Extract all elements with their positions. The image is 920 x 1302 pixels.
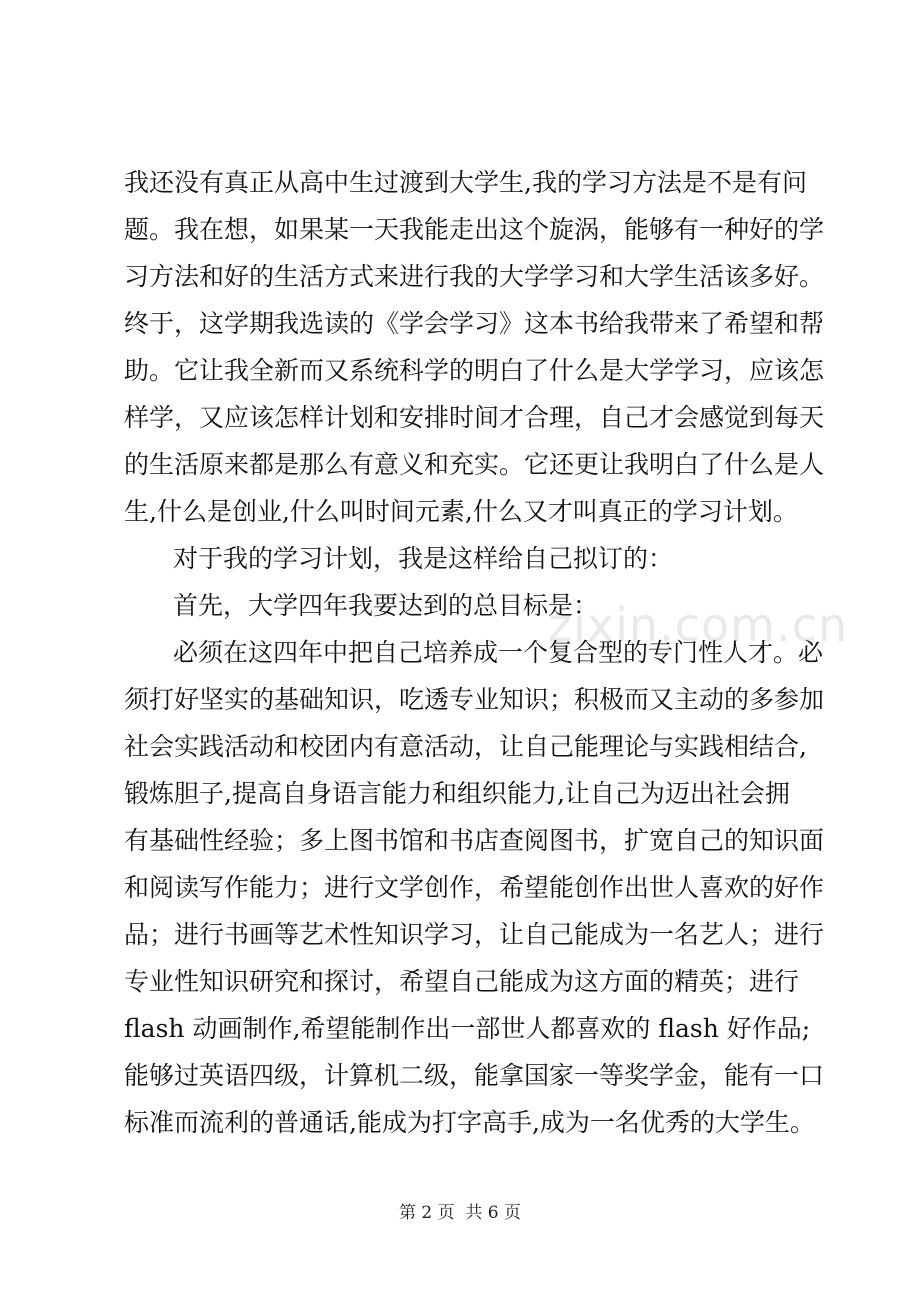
page-footer [0, 1198, 920, 1223]
footer-separator [455, 1203, 466, 1223]
paragraph-line: 品；进行书画等艺术性知识学习，让自己能成为一名艺人；进行 [124, 920, 825, 949]
paragraph-line: 必须在这四年中把自己培养成一个复合型的专门性人才。必 [173, 638, 824, 667]
paragraph-line: 习方法和好的生活方式来进行我的大学学习和大学生活该多好。 [124, 262, 825, 291]
paragraph-line: 我还没有真正从高中生过渡到大学生,我的学习方法是不是有问 [124, 168, 807, 197]
watermark: zixin.com.cn [548, 598, 849, 652]
paragraph-line: 样学，又应该怎样计划和安排时间才合理，自己才会感觉到每天 [124, 403, 825, 432]
paragraph-line: 的生活原来都是那么有意义和充实。它还更让我明白了什么是人 [124, 450, 825, 479]
paragraph-line: 终于，这学期我选读的《学会学习》这本书给我带来了希望和帮 [124, 309, 825, 338]
paragraph-line: 社会实践活动和校团内有意活动，让自己能理论与实践相结合, [124, 732, 807, 761]
paragraph-line: 标准而流利的普通话,能成为打字高手,成为一名优秀的大学生。 [124, 1108, 815, 1137]
paragraph-line: flash 动画制作,希望能制作出一部世人都喜欢的 flash 好作品; [124, 1014, 811, 1043]
paragraph-line: 锻炼胆子,提高自身语言能力和组织能力,让自己为迈出社会拥 [124, 779, 790, 808]
paragraph-line: 和阅读写作能力；进行文学创作，希望能创作出世人喜欢的好作 [124, 873, 825, 902]
paragraph-line: 专业性知识研究和探讨，希望自己能成为这方面的精英；进行 [124, 967, 800, 996]
page-total: 共 6 页 [465, 1203, 522, 1223]
page-number: 第 2 页 [398, 1203, 455, 1223]
paragraph-line: 首先，大学四年我要达到的总目标是： [173, 591, 599, 620]
paragraph-line: 助。它让我全新而又系统科学的明白了什么是大学学习，应该怎 [124, 356, 825, 385]
paragraph-line: 对于我的学习计划，我是这样给自己拟订的： [173, 544, 674, 573]
paragraph-line: 题。我在想，如果某一天我能走出这个旋涡，能够有一种好的学 [124, 215, 825, 244]
paragraph-line: 能够过英语四级，计算机二级，能拿国家一等奖学金，能有一口 [124, 1061, 825, 1090]
paragraph-line: 须打好坚实的基础知识，吃透专业知识；积极而又主动的多参加 [124, 685, 825, 714]
paragraph-line: 有基础性经验；多上图书馆和书店查阅图书，扩宽自己的知识面 [124, 826, 825, 855]
paragraph-line: 生,什么是创业,什么叫时间元素,什么又才叫真正的学习计划。 [124, 497, 798, 526]
